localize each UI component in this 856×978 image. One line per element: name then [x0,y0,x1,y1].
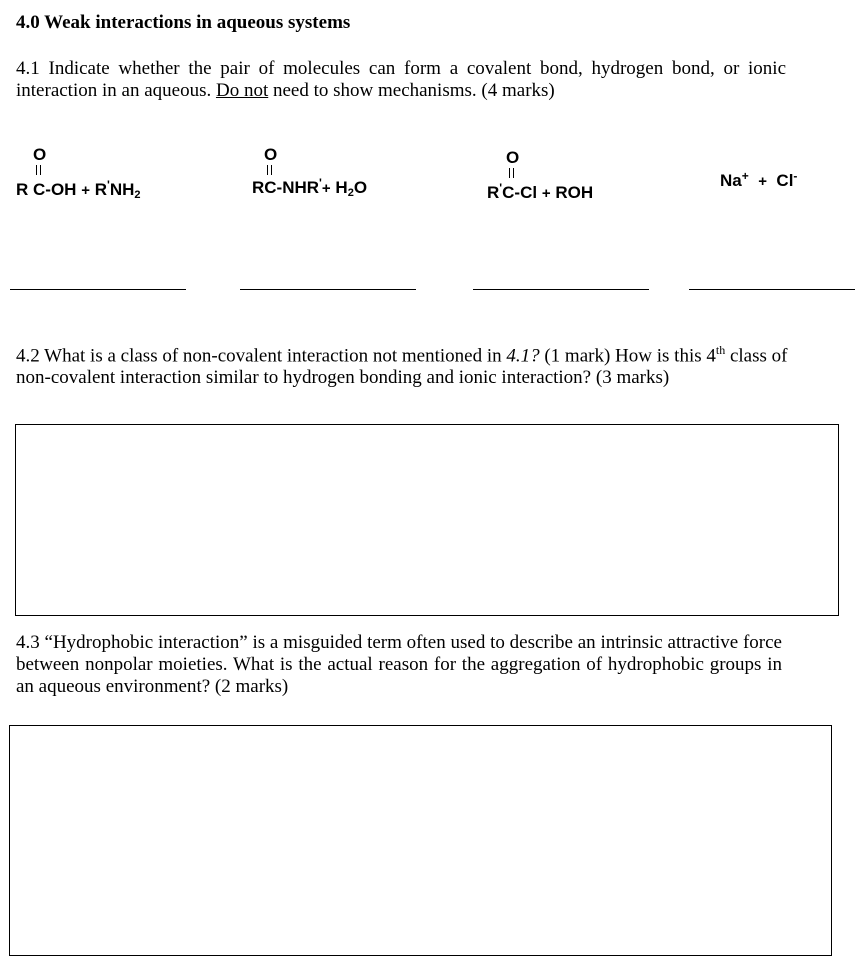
p4-right: Cl [776,171,794,190]
p1-left: R C-OH [16,180,77,199]
p4-right-charge: - [793,169,798,183]
p3-double-bond [509,168,514,178]
question-4-3: 4.3 “Hydrophobic interaction” is a misguided term often used to describe an intrinsic attractive force between nonpolar moieties. What is the actual reason for the aggregation of hydrophobic groups in an aqueous environment? (2 marks) [16,632,782,697]
q42-text3: class of non-covalent interaction similar to hydrogen bonding and ionic interaction? (3 marks) [16,345,788,389]
p1-right-sub: 2 [134,189,141,201]
p2-oxygen: O [264,145,278,164]
answer-line-1[interactable] [10,289,186,290]
answer-line-4[interactable] [689,289,855,290]
p3-plus: + [541,185,551,202]
p4-plus: + [758,173,767,190]
answer-box-4-3[interactable] [9,725,832,956]
p2-right-main: H [335,178,348,197]
p3-left-main: R [487,183,500,202]
q41-text-after: need to show mechanisms. (4 marks) [268,80,555,101]
answer-box-4-2[interactable] [15,424,839,616]
p2-right-sub: 2 [347,187,354,199]
p2-double-bond [267,165,272,175]
p2-left-main: RC-NHR [252,178,320,197]
q42-text2: (1 mark) How is this 4 [539,345,716,367]
p1-double-bond [36,165,41,175]
p2-right-rest: O [353,178,368,197]
answer-line-3[interactable] [473,289,649,290]
p4-left: Na [720,171,742,190]
p2-plus: + [321,180,331,197]
p2-left-prime: ' [319,176,322,190]
p3-right: ROH [555,183,594,202]
answer-line-2[interactable] [240,289,416,290]
p4-formula [720,169,797,191]
p3-oxygen: O [506,148,520,167]
p1-oxygen: O [33,145,47,164]
p1-plus: + [81,182,90,199]
p4-left-charge: + [741,169,749,183]
section-title: 4.0 Weak interactions in aqueous systems [16,12,351,33]
q42-sup: th [715,343,726,357]
p1-formula [16,178,141,201]
question-4-2 [16,339,796,389]
q41-underlined: Do not [215,80,269,101]
question-4-1 [16,58,786,102]
p1-right-main: R [94,180,107,199]
q42-ref: 4.1? [506,345,540,367]
p3-left-prime: ' [499,181,503,195]
p3-formula [487,181,593,203]
q41-text-before: 4.1 Indicate whether the pair of molecules can form a covalent bond, hydrogen bond, or ionic interaction in an aqueous. [16,58,786,101]
p1-right-rest: NH [109,180,135,199]
q42-text1: 4.2 What is a class of non-covalent interaction not mentioned in [16,345,507,367]
p2-formula [252,176,367,199]
p1-right-prime: ' [106,178,110,192]
p3-left-rest: C-Cl [502,183,538,202]
